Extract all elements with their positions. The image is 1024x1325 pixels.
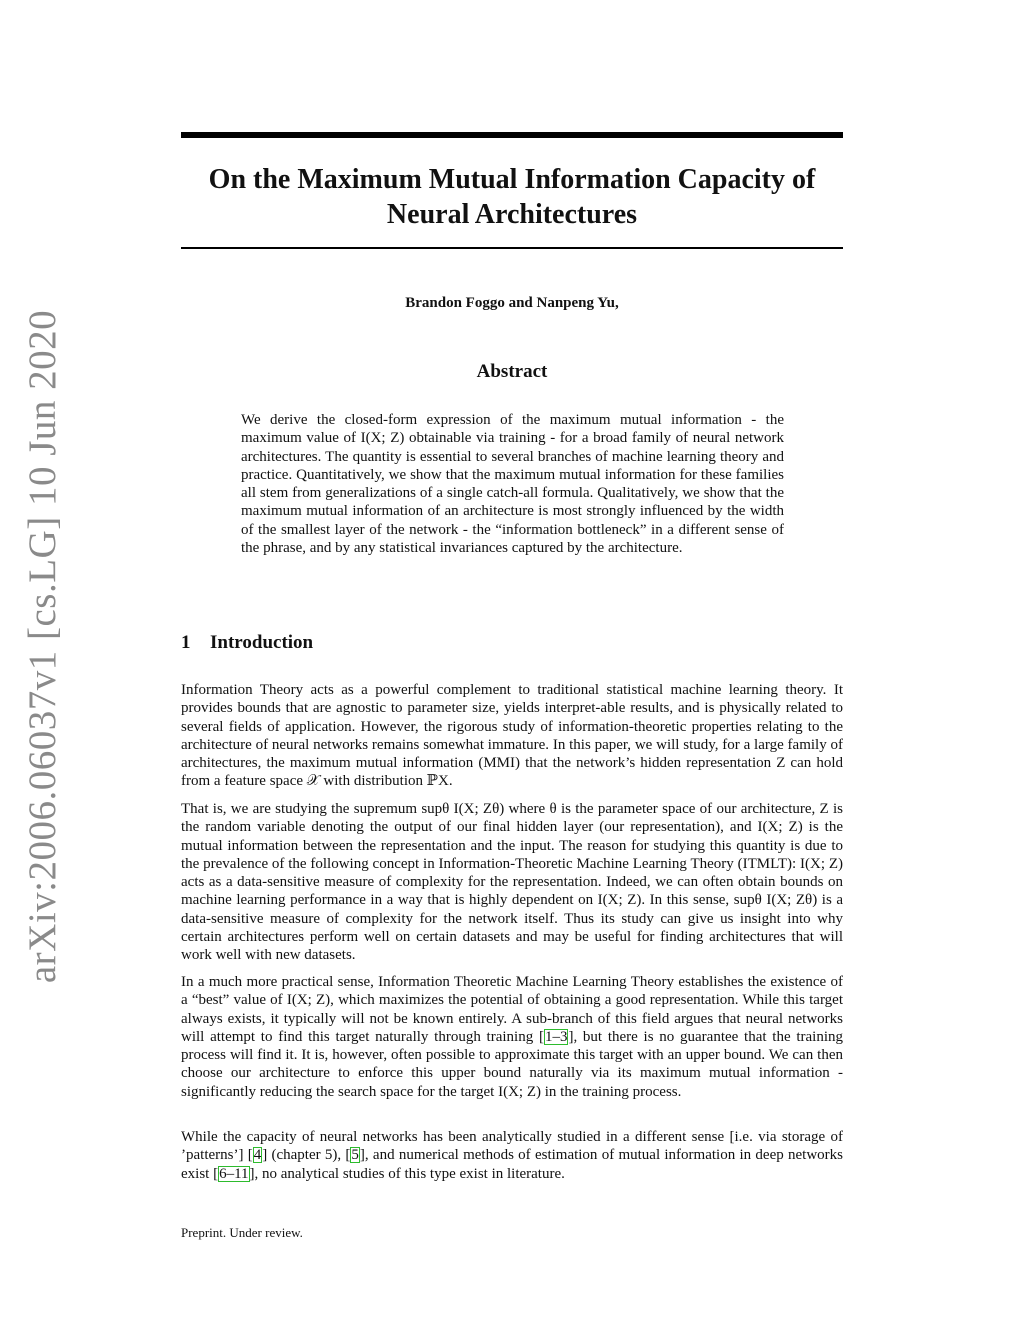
title-bottom-rule [181,247,843,249]
author-list: Brandon Foggo and Nanpeng Yu, [405,295,619,311]
intro-paragraph-4 [181,1128,843,1183]
paragraph-text: ], and numerical methods of estimation of mutual information in deep networks exist [ [181,1147,843,1182]
paragraph-text: ], no analytical studies of this type exist in literature. [249,1165,565,1182]
footer-note: Preprint. Under review. [181,1225,303,1240]
arxiv-identifier: arXiv:2006.06037v1 [cs.LG] 10 Jun 2020 [21,309,65,983]
abstract-heading: Abstract [476,361,548,382]
paper-title: On the Maximum Mutual Information Capacity of Neural Architectures [208,164,816,230]
citation-link[interactable]: 4 [253,1147,262,1164]
section-title: Introduction [210,632,314,653]
paragraph-text: In a much more practical sense, Information Theoretic Machine Learning Theory establishes the existence of a “best” value of I(X; Z), which maximizes the potential of obtaining a good representation. While this target always exists, it typically will not be known entirely. A sub-branch of this field argues that neural networks will attempt to find this target naturally through training [ [181,974,843,1045]
arxiv-sidebar-stamp [20,309,66,983]
section-number: 1 [181,632,191,653]
intro-paragraph-1: Information Theory acts as a powerful complement to traditional statistical machine learning theory. It provides bounds that are agnostic to parameter size, yields interpret-able results, and is physically related to several fields of application. However, the rigorous study of information-theoretic properties relating to the architecture of neural networks remains somewhat immature. In this paper, we will study, for a large family of architectures, the maximum mutual information (MMI) that the network’s hidden representation Z can hold from a feature space 𝒳 with distribution ℙX. [181,682,843,790]
section-heading-introduction [181,632,313,654]
paragraph-text: ], but there is no guarantee that the training process will find it. It is, however, often possible to approximate this target with an upper bound. We can then choose our architecture to enforce this upper bound naturally via its maximum mutual information - significantly reducing the search space for the target I(X; Z) in the training process. [181,1028,843,1100]
abstract-text: We derive the closed-form expression of the maximum mutual information - the maximum value of I(X; Z) obtainable via training - for a broad family of neural network architectures. The quantity is essential to several branches of machine learning theory and practice. Quantitatively, we show that the maximum mutual information for these families all stem from generalizations of a single catch-all formula. Qualitatively, we show that the maximum mutual information of an architecture is most strongly influenced by the width of the smallest layer of the network - the “information bottleneck” in a different sense of the phrase, and by any statistical invariances captured by the architecture. [241,412,784,557]
paragraph-text: While the capacity of neural networks has been analytically studied in a different sense [i.e. via storage of ’patterns’] [ [181,1129,843,1164]
paragraph-text: ] (chapter 5), [ [262,1147,351,1164]
citation-link[interactable]: 6–11 [219,1165,249,1182]
intro-paragraph-3 [181,973,843,1101]
citation-link[interactable]: 5 [351,1147,359,1164]
citation-link[interactable]: 1–3 [544,1028,568,1045]
intro-paragraph-2: That is, we are studying the supremum supθ I(X; Zθ) where θ is the parameter space of our architecture, Z is the random variable denoting the output of our final hidden layer (our representation), and I(X; Z) is the mutual information between the representation and the input. The reason for studying this quantity is due to the prevalence of the following concept in Information-Theoretic Machine Learning Theory (ITMLT): I(X; Z) acts as a data-sensitive measure of complexity for the representation. Indeed, we can often obtain bounds on machine learning performance in a way that is highly dependent on I(X; Z). In this sense, supθ I(X; Zθ) is a data-sensitive measure of complexity for the network itself. Thus its study can give us insight into why certain architectures perform well on certain datasets and may be useful for finding architectures that will work well with new datasets. [181,801,843,964]
title-top-rule [181,132,843,138]
